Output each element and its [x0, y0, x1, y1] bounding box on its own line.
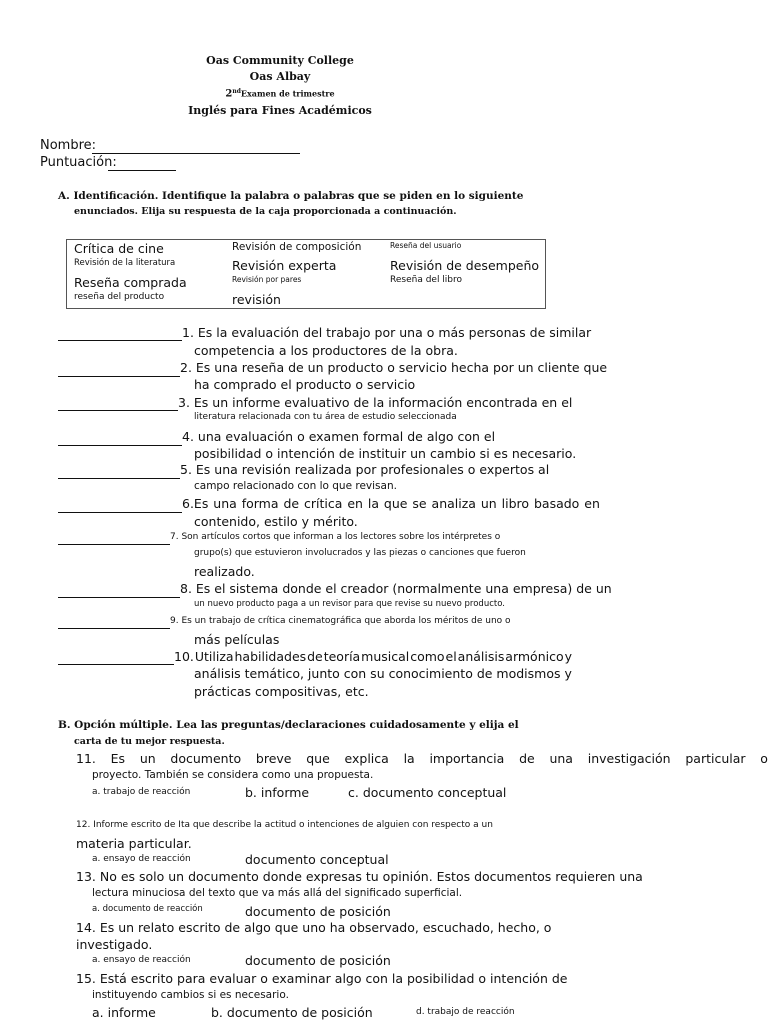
question-text: 15. Está escrito para evaluar o examinar algo con la posibilidad o intención de [76, 971, 568, 986]
option-b[interactable]: documento de posición [245, 904, 391, 919]
answer-blank[interactable] [58, 597, 180, 598]
question-text: ha comprado el producto o servicio [194, 377, 416, 392]
question-text: 7. Son artículos cortos que informan a los lectores sobre los intérpretes o [170, 532, 501, 542]
question-text: 14. Es un relato escrito de algo que uno ha observado, escuchado, hecho, o [76, 920, 552, 935]
question-text: contenido, estilo y mérito. [194, 514, 358, 529]
question-text: 13. No es solo un documento donde expresas tu opinión. Estos documentos requieren una [76, 869, 643, 884]
option-b[interactable]: documento de posición [245, 953, 391, 968]
score-field[interactable] [108, 170, 176, 171]
question-text: materia particular. [76, 836, 192, 851]
question-text: grupo(s) que estuvieron involucrados y las piezas o canciones que fueron [194, 548, 526, 558]
question-text: un nuevo producto paga a un revisor para que revise su nuevo producto. [194, 599, 505, 609]
answer-blank[interactable] [58, 628, 170, 629]
college-name: Oas Community College [206, 54, 354, 67]
answer-blank[interactable] [58, 445, 182, 446]
subject-title: Inglés para Fines Académicos [188, 104, 372, 117]
question-text: proyecto. También se considera como una propuesta. [92, 769, 374, 781]
question-text: 6.Es una forma de crítica en la que se analiza un libro basado en [182, 496, 600, 511]
question-text: más películas [194, 632, 280, 647]
answer-blank[interactable] [58, 478, 180, 479]
question-text: investigado. [76, 937, 153, 952]
question-text: 8. Es el sistema donde el creador (normalmente una empresa) de un [180, 581, 612, 596]
question-text: lectura minuciosa del texto que va más allá del significado superficial. [92, 887, 463, 899]
section-b-instructions-2: carta de tu mejor respuesta. [74, 736, 225, 747]
word-bank-item: reseña del producto [74, 292, 165, 302]
question-text: instituyendo cambios si es necesario. [92, 989, 289, 1001]
college-location: Oas Albay [249, 70, 311, 83]
option-b[interactable]: b. informe [245, 785, 310, 800]
option-a[interactable]: a. informe [92, 1005, 156, 1020]
word-bank-item: Revisión por pares [232, 275, 302, 284]
question-text: realizado. [194, 564, 255, 579]
word-bank-item: Revisión de composición [232, 241, 362, 253]
answer-blank[interactable] [58, 664, 174, 665]
word-bank-item: Revisión de la literatura [74, 258, 176, 268]
word-bank-item: Reseña del libro [390, 275, 463, 285]
name-label: Nombre: [40, 138, 97, 153]
option-c[interactable]: c. documento conceptual [348, 785, 507, 800]
word-bank-item: Reseña del usuario [390, 241, 462, 250]
option-d[interactable]: d. trabajo de reacción [416, 1007, 515, 1017]
word-bank-item: Revisión de desempeño [390, 258, 540, 273]
option-a[interactable]: a. ensayo de reacción [92, 854, 191, 864]
question-text: literatura relacionada con tu área de estudio seleccionada [194, 412, 457, 422]
option-b[interactable]: documento conceptual [245, 852, 389, 867]
question-text: 2. Es una reseña de un producto o servicio hecha por un cliente que [180, 360, 608, 375]
section-a-instructions-2: enunciados. Elija su respuesta de la caja proporcionada a continuación. [74, 206, 457, 217]
question-text: 4. una evaluación o examen formal de algo con el [182, 429, 496, 444]
option-b[interactable]: b. documento de posición [211, 1005, 373, 1020]
question-text: 1. Es la evaluación del trabajo por una o más personas de similar [182, 325, 592, 340]
score-label: Puntuación: [40, 155, 117, 170]
section-b-instructions: B. Opción múltiple. Lea las preguntas/declaraciones cuidadosamente y elija el [58, 719, 519, 731]
question-text: 12. Informe escrito de Ita que describe la actitud o intenciones de alguien con respecto a un [76, 820, 493, 830]
name-field[interactable] [92, 153, 300, 154]
question-text: campo relacionado con lo que revisan. [194, 480, 397, 492]
word-bank-item: Revisión experta [232, 258, 337, 273]
word-bank-item: Reseña comprada [74, 275, 187, 290]
question-text: competencia a los productores de la obra. [194, 343, 458, 358]
section-a-instructions: A. Identificación. Identifique la palabra o palabras que se piden en lo siguiente [58, 190, 524, 202]
option-a[interactable]: a. trabajo de reacción [92, 787, 191, 797]
question-text: 9. Es un trabajo de crítica cinematográfica que aborda los méritos de uno o [170, 616, 511, 626]
question-text: análisis temático, junto con su conocimiento de modismos y [194, 666, 572, 681]
question-text: 10. Utiliza habilidades de teoría musical como el análisis armónico y [174, 649, 572, 664]
answer-blank[interactable] [58, 512, 182, 513]
question-text: 3. Es un informe evaluativo de la información encontrada en el [178, 395, 573, 410]
word-bank-item: Crítica de cine [74, 241, 164, 256]
answer-blank[interactable] [58, 544, 170, 545]
word-bank-item: revisión [232, 292, 281, 307]
question-text: prácticas compositivas, etc. [194, 684, 369, 699]
question-11-text: 11. Es un documento breve que explica la importancia de una investigación particular o [76, 751, 768, 766]
answer-blank[interactable] [58, 410, 178, 411]
answer-blank[interactable] [58, 340, 182, 341]
answer-blank[interactable] [58, 376, 180, 377]
exam-title: 2ndExamen de trimestre [225, 88, 335, 100]
option-a[interactable]: a. documento de reacción [92, 904, 203, 914]
question-text: posibilidad o intención de instituir un cambio si es necesario. [194, 446, 577, 461]
option-a[interactable]: a. ensayo de reacción [92, 955, 191, 965]
question-text: 5. Es una revisión realizada por profesionales o expertos al [180, 462, 550, 477]
